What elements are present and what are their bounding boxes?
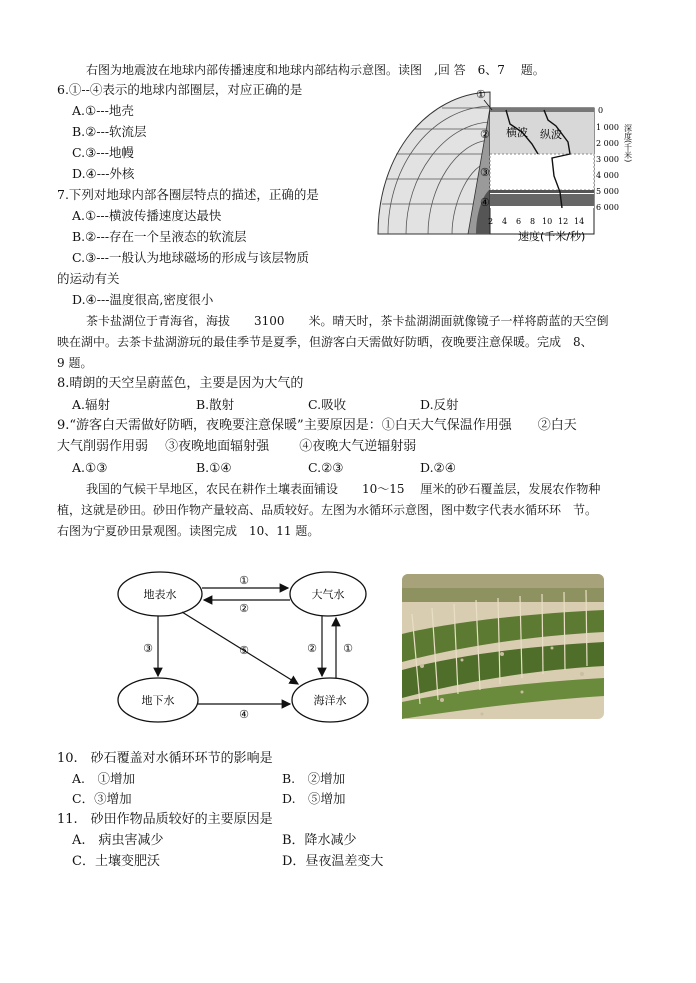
- depth-tick-6000: 6 000: [596, 203, 619, 212]
- question-11-option-d: D．昼夜温差变大: [282, 854, 384, 869]
- p-wave-label: 纵波: [540, 128, 562, 141]
- question-9-stem-line-1: 9.“游客白天需做好防晒，夜晚要注意保暖”主要原因是：①白天大气保温作用强 ②白天: [57, 418, 577, 433]
- earth-structure-figure: [372, 84, 642, 246]
- depth-tick-0: 0: [598, 106, 604, 115]
- question-7-stem: 7.下列对地球内部各圈层特点的描述，正确的是: [57, 187, 319, 202]
- speed-axis-label: 速度(千米/秒): [518, 230, 586, 243]
- question-7-option-a: A.①---横波传播速度达最快: [72, 208, 222, 223]
- node-label-atmospheric-water: 大气水: [311, 588, 345, 601]
- speed-tick-6: 6: [516, 217, 522, 226]
- speed-tick-2: 2: [488, 217, 494, 226]
- arrow-label-1b: ①: [343, 642, 353, 655]
- intro-text-3-line-1: 我国的气候干旱地区，农民在耕作土壤表面铺设 10～15 厘米的砂石覆盖层，发展农作物种: [86, 482, 601, 496]
- arrow-label-3: ③: [143, 642, 153, 655]
- depth-tick-1000: 1 000: [596, 123, 619, 132]
- question-8-stem: 8.晴朗的天空呈蔚蓝色，主要是因为大气的: [57, 376, 304, 391]
- question-11-option-c: C．土壤变肥沃: [72, 854, 160, 869]
- arrow-label-2b: ②: [307, 642, 317, 655]
- question-10-option-a: A. ①增加: [72, 771, 136, 786]
- question-8-option-b: B.散射: [196, 397, 235, 412]
- intro-text-3-line-2: 植，这就是砂田。砂田作物产量较高、品质较好。左图为水循环示意图，图中数字代表水循环环 节。: [57, 503, 598, 517]
- intro-text-2-line-2: 映在湖中。去茶卡盐湖游玩的最佳季节是夏季，但游客白天需做好防晒，夜晚要注意保暖。完成 8、: [57, 335, 593, 349]
- s-wave-label: 横波: [506, 126, 528, 139]
- speed-tick-4: 4: [502, 217, 508, 226]
- layer-marker-1: ①: [476, 88, 486, 101]
- outer-core-band: [490, 154, 594, 190]
- arrow-label-4: ④: [239, 708, 249, 721]
- node-label-groundwater: 地下水: [141, 694, 175, 707]
- boundary-line: [490, 190, 594, 193]
- depth-tick-3000: 3 000: [596, 155, 619, 164]
- arrow-label-1: ①: [239, 574, 249, 587]
- globe-drawing: [378, 92, 490, 234]
- question-11-option-b: B．降水减少: [282, 833, 357, 848]
- speed-tick-8: 8: [530, 217, 536, 226]
- question-7-option-c: C.③---一般认为地球磁场的形成与该层物质: [72, 250, 309, 265]
- depth-tick-2000: 2 000: [596, 139, 619, 148]
- question-10-option-c: C．③增加: [72, 791, 132, 806]
- question-6-stem: 6.①--④表示的地球内部圈层，对应正确的是: [57, 82, 303, 97]
- question-6-option-c: C.③---地幔: [72, 145, 134, 160]
- sand-field-photo: [402, 574, 604, 719]
- intro-text-2-line-3: 9 题。: [57, 356, 93, 370]
- depth-tick-4000: 4 000: [596, 171, 619, 180]
- speed-tick-14: 14: [574, 217, 585, 226]
- crust-band: [490, 108, 594, 112]
- water-cycle-diagram: [110, 568, 370, 728]
- question-9-stem-line-2: 大气削弱作用弱 ③夜晚地面辐射强 ④夜晚大气逆辐射弱: [57, 439, 417, 454]
- question-9-option-d: D.②④: [420, 460, 456, 475]
- speed-tick-12: 12: [558, 217, 569, 226]
- layer-marker-3: ③: [480, 166, 490, 179]
- question-10-option-d: D. ⑤增加: [282, 791, 346, 806]
- question-6-option-d: D.④---外核: [72, 166, 135, 181]
- intro-text-2-line-1: 茶卡盐湖位于青海省，海拔 3100 米。晴天时，茶卡盐湖湖面就像镜子一样将蔚蓝的天空倒: [86, 314, 609, 328]
- question-11-stem: 11. 砂田作物品质较好的主要原因是: [57, 812, 273, 827]
- question-9-option-b: B.①④: [196, 460, 232, 475]
- question-8-option-a: A.辐射: [72, 397, 111, 412]
- layer-marker-4: ④: [480, 196, 490, 209]
- arrow-label-2: ②: [239, 602, 249, 615]
- node-label-surface-water: 地表水: [143, 588, 177, 601]
- question-7-option-c-cont: 的运动有关: [57, 271, 120, 286]
- intro-text-3-line-3: 右图为宁夏砂田景观图。读图完成 10、11 题。: [57, 524, 320, 538]
- intro-text-1: 右图为地震波在地球内部传播速度和地球内部结构示意图。读图 ,回 答 6、7 题。: [86, 63, 545, 77]
- node-label-ocean-water: 海洋水: [313, 694, 347, 707]
- layer-marker-2: ②: [480, 128, 490, 141]
- question-10-option-b: B. ②增加: [282, 771, 346, 786]
- question-6-option-b: B.②---软流层: [72, 124, 147, 139]
- question-9-option-c: C.②③: [308, 460, 344, 475]
- question-8-option-d: D.反射: [420, 397, 459, 412]
- inner-core-band: [490, 194, 594, 206]
- depth-axis-label: 深度(千米): [623, 124, 633, 163]
- question-6-option-a: A.①---地壳: [72, 103, 134, 118]
- question-11-option-a: A. 病虫害减少: [72, 833, 164, 848]
- depth-tick-5000: 5 000: [596, 187, 619, 196]
- question-10-stem: 10. 砂石覆盖对水循环环节的影响是: [57, 751, 273, 766]
- question-9-option-a: A.①③: [72, 460, 108, 475]
- question-7-option-b: B.②---存在一个呈液态的软流层: [72, 229, 247, 244]
- arrow-label-5: ⑤: [239, 644, 249, 657]
- speed-tick-10: 10: [542, 217, 553, 226]
- question-7-option-d: D.④---温度很高,密度很小: [72, 292, 214, 307]
- question-8-option-c: C.吸收: [308, 397, 347, 412]
